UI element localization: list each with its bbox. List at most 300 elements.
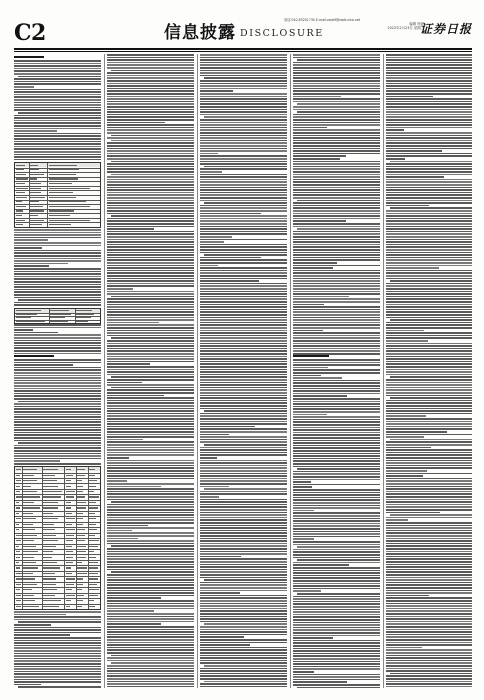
text-line (293, 254, 380, 256)
text-line (386, 644, 472, 646)
text-line (107, 213, 194, 215)
table-cell (23, 573, 33, 574)
text-line (293, 440, 380, 442)
text-line (293, 455, 380, 457)
table-cell (43, 567, 59, 568)
text-line (107, 106, 194, 108)
text-line (386, 579, 472, 581)
text-line (200, 538, 287, 540)
table-cell (76, 317, 92, 318)
text-line (107, 462, 194, 464)
text-line (293, 262, 337, 264)
text-line (293, 562, 380, 564)
text-line (107, 348, 194, 350)
text-line (14, 614, 66, 616)
table-cell (49, 183, 72, 184)
text-line (200, 374, 287, 376)
table-cell (30, 220, 44, 221)
table-cell (16, 518, 20, 519)
text-line (200, 228, 287, 230)
text-line (14, 372, 101, 374)
text-line (293, 155, 346, 157)
table-cell (16, 540, 21, 541)
text-line (14, 294, 101, 296)
text-line (200, 634, 287, 636)
table-cell (16, 215, 22, 216)
table-cell (16, 600, 21, 601)
text-line (107, 491, 194, 493)
text-line (107, 366, 194, 368)
text-line (386, 85, 472, 87)
text-line (14, 128, 101, 130)
date-line: 2022年2月23日 星期三 (387, 26, 424, 31)
text-line (386, 335, 472, 337)
text-line (107, 678, 194, 680)
text-line (107, 421, 194, 423)
table-cell (89, 573, 98, 574)
text-line (200, 395, 287, 397)
table-cell (30, 210, 44, 211)
text-line (107, 439, 143, 441)
text-line (14, 382, 101, 384)
table-cell (89, 486, 95, 487)
text-line (200, 62, 287, 64)
table-cell (49, 215, 71, 216)
text-line (386, 413, 472, 415)
table-cell (43, 578, 56, 579)
text-line (293, 674, 380, 676)
text-line (293, 249, 380, 251)
text-line (386, 254, 472, 256)
text-line (107, 311, 194, 313)
text-line (386, 686, 472, 688)
table-cell (77, 480, 82, 481)
table-cell (66, 507, 72, 508)
text-line (200, 85, 287, 87)
column-4 (293, 54, 380, 688)
text-line (107, 293, 194, 295)
text-line (293, 533, 380, 535)
text-line (386, 460, 472, 462)
text-line (293, 642, 380, 644)
text-line (200, 436, 287, 438)
text-line (14, 429, 101, 431)
text-line (107, 405, 194, 407)
text-line (107, 62, 194, 64)
text-line (386, 605, 472, 607)
text-line (200, 483, 287, 485)
table-cell (30, 178, 38, 179)
text-line (14, 332, 58, 334)
text-line (107, 317, 194, 319)
text-line (200, 168, 287, 170)
text-line (200, 501, 287, 503)
text-line (107, 350, 194, 352)
text-line (386, 257, 472, 259)
text-line (200, 582, 287, 584)
text-line (200, 275, 287, 277)
text-line (293, 267, 333, 269)
text-line (107, 122, 165, 124)
text-line (14, 239, 48, 241)
table-cell (89, 480, 96, 481)
text-line (200, 683, 287, 685)
text-line (107, 340, 194, 342)
text-line (293, 528, 380, 530)
text-line (107, 426, 194, 428)
text-line (107, 246, 194, 248)
text-line (386, 587, 472, 589)
text-line (107, 363, 150, 365)
data-table (14, 466, 101, 610)
text-line (107, 291, 194, 293)
text-line (107, 259, 194, 261)
text-line (107, 145, 194, 147)
text-line (14, 242, 101, 244)
text-line (200, 473, 287, 475)
table-cell (43, 540, 58, 541)
text-line (107, 400, 194, 402)
text-line (107, 223, 194, 225)
text-line (14, 460, 60, 462)
text-line (293, 463, 380, 465)
text-line (14, 286, 101, 288)
text-line (386, 600, 472, 602)
text-line (107, 262, 194, 264)
text-line (14, 359, 101, 361)
text-line (386, 132, 472, 134)
text-line (386, 678, 472, 680)
text-line (111, 140, 194, 142)
text-line (200, 283, 287, 285)
text-line (386, 348, 472, 350)
table-cell (16, 584, 21, 585)
text-line (293, 663, 380, 665)
text-line (14, 104, 101, 106)
text-line (14, 364, 73, 366)
text-line (200, 402, 287, 404)
text-line (200, 233, 287, 235)
text-line (293, 450, 380, 452)
text-line (293, 88, 380, 90)
text-line (386, 400, 472, 402)
text-line (293, 327, 380, 329)
text-line (107, 278, 194, 280)
table-cell (23, 469, 37, 470)
text-line (14, 291, 101, 293)
text-line (293, 202, 380, 204)
text-line (200, 514, 287, 516)
text-line (386, 467, 472, 469)
text-line (293, 306, 380, 308)
text-line (107, 675, 194, 677)
text-line (200, 64, 287, 66)
text-line (200, 358, 287, 360)
text-line (107, 540, 194, 542)
text-line (386, 553, 472, 555)
text-line (293, 137, 380, 139)
text-line (200, 220, 287, 222)
table-cell (16, 310, 41, 311)
text-line (386, 306, 472, 308)
table-cell (66, 491, 75, 492)
text-line (386, 168, 472, 170)
text-line (293, 218, 380, 220)
text-line (386, 270, 472, 272)
text-line (200, 382, 287, 384)
text-line (14, 388, 101, 390)
text-line (200, 504, 287, 506)
text-line (107, 64, 194, 66)
table-cell (43, 589, 57, 590)
text-line (386, 288, 472, 290)
text-line (111, 387, 194, 389)
text-line (386, 418, 472, 420)
text-line (386, 137, 472, 139)
text-line (14, 102, 101, 104)
text-line (200, 647, 287, 649)
text-line (107, 202, 194, 204)
text-line (107, 499, 194, 501)
text-line (14, 673, 101, 675)
table-cell (23, 486, 31, 487)
text-line (293, 408, 380, 410)
text-line (200, 486, 229, 488)
text-line (293, 515, 380, 517)
table-cell (49, 197, 76, 198)
text-line (386, 551, 472, 553)
text-line (293, 215, 380, 217)
text-line (107, 686, 194, 688)
text-line (111, 337, 194, 339)
text-line (386, 285, 472, 287)
text-line (107, 226, 194, 228)
text-line (200, 556, 241, 558)
text-line (386, 452, 472, 454)
text-line (200, 613, 287, 615)
text-line (14, 342, 101, 344)
table-cell (76, 310, 92, 311)
text-line (293, 622, 380, 624)
text-line (386, 64, 472, 66)
text-line (386, 109, 472, 111)
text-line (14, 353, 101, 355)
text-line (200, 293, 287, 295)
text-line (200, 496, 219, 498)
text-line (107, 488, 194, 490)
text-line (200, 340, 287, 342)
table-cell (66, 475, 74, 476)
text-line (14, 403, 101, 405)
text-line (14, 437, 101, 439)
text-line (107, 626, 194, 628)
text-line (293, 213, 380, 215)
text-line (293, 291, 380, 293)
text-line (386, 527, 472, 529)
text-line (200, 467, 287, 469)
text-line (14, 390, 101, 392)
text-line (200, 322, 287, 324)
text-line (386, 296, 472, 298)
text-line (107, 467, 194, 469)
table-cell (77, 491, 83, 492)
text-line (200, 145, 287, 147)
text-line (107, 189, 194, 191)
text-line (14, 281, 101, 283)
text-line (107, 304, 194, 306)
text-line (200, 348, 287, 350)
text-line (293, 486, 312, 488)
table-cell (43, 584, 55, 585)
text-line (386, 166, 472, 168)
text-line (14, 289, 101, 291)
text-line (107, 569, 194, 571)
text-line (200, 517, 287, 519)
text-line (293, 421, 380, 423)
text-line (386, 155, 472, 157)
text-line (386, 379, 472, 381)
text-line (293, 270, 380, 272)
text-line (386, 340, 428, 342)
text-line (200, 465, 287, 467)
text-line (200, 140, 287, 142)
text-line (200, 285, 287, 287)
text-line (293, 367, 328, 369)
text-line (107, 558, 194, 560)
text-line (14, 334, 101, 336)
text-line (386, 163, 472, 165)
text-line (14, 278, 101, 280)
table-cell (66, 529, 75, 530)
text-line (293, 538, 314, 540)
text-line (293, 572, 380, 574)
text-line (293, 140, 380, 142)
text-line (386, 96, 433, 98)
table-cell (16, 210, 23, 211)
text-line (200, 522, 287, 524)
text-line (107, 241, 194, 243)
text-line (14, 385, 101, 387)
table-cell (66, 469, 71, 470)
table-cell (23, 529, 35, 530)
text-line (107, 176, 194, 178)
text-line (390, 439, 472, 441)
column-1 (14, 54, 101, 688)
table-cell (89, 507, 98, 508)
text-line (293, 554, 380, 556)
text-line (293, 205, 380, 207)
text-line (200, 512, 287, 514)
text-line (293, 432, 380, 434)
text-line (107, 343, 194, 345)
text-line (200, 142, 287, 144)
text-line (386, 395, 472, 397)
text-line (386, 610, 472, 612)
text-line (293, 479, 380, 481)
text-line (386, 480, 472, 482)
text-line (293, 570, 380, 572)
text-line (293, 314, 380, 316)
text-line (14, 73, 101, 75)
text-line (386, 509, 472, 511)
text-line (14, 642, 101, 644)
text-line (14, 424, 101, 426)
text-line (107, 298, 194, 300)
text-line (386, 314, 472, 316)
table-cell (50, 321, 68, 322)
text-line (293, 531, 380, 533)
table-cell (77, 546, 86, 547)
table-cell (77, 496, 85, 497)
text-line (200, 181, 287, 183)
text-line (386, 545, 472, 547)
text-line (386, 127, 472, 129)
text-line (390, 207, 472, 209)
text-line (293, 236, 380, 238)
text-line (14, 416, 101, 418)
text-line (386, 434, 472, 436)
text-line (200, 189, 287, 191)
text-line (293, 369, 380, 371)
text-line (107, 504, 194, 506)
text-line (386, 436, 424, 438)
text-line (293, 434, 380, 436)
text-line (107, 621, 194, 623)
text-line (107, 392, 194, 394)
text-line (200, 595, 287, 597)
text-line (293, 580, 380, 582)
text-line (293, 210, 380, 212)
text-line (386, 345, 472, 347)
text-line (200, 124, 287, 126)
text-line (386, 93, 472, 95)
text-line (200, 192, 287, 194)
text-line (293, 335, 380, 337)
text-line (107, 551, 194, 553)
text-line (14, 395, 101, 397)
text-line (200, 519, 287, 521)
text-line (107, 410, 194, 412)
text-line (293, 101, 380, 103)
text-line (293, 668, 380, 670)
text-line (293, 627, 380, 629)
text-line (204, 444, 287, 446)
text-line (200, 215, 287, 217)
table-cell (30, 206, 43, 207)
table-cell (16, 507, 20, 508)
text-line (386, 608, 472, 610)
text-line (293, 403, 380, 405)
text-line (111, 296, 194, 298)
text-line (386, 220, 472, 222)
text-line (293, 322, 380, 324)
table-cell (23, 551, 38, 552)
text-line (107, 85, 194, 87)
text-line (293, 681, 347, 683)
text-line (293, 453, 380, 455)
text-line (386, 423, 472, 425)
text-line (293, 635, 380, 637)
text-line (293, 109, 380, 111)
text-line (293, 494, 380, 496)
text-line (297, 103, 380, 105)
text-line (107, 608, 194, 610)
text-line (200, 577, 287, 579)
text-line (107, 514, 194, 516)
newspaper-logo: 证券日报 (419, 22, 472, 36)
text-line (386, 122, 472, 124)
text-line (200, 197, 287, 199)
